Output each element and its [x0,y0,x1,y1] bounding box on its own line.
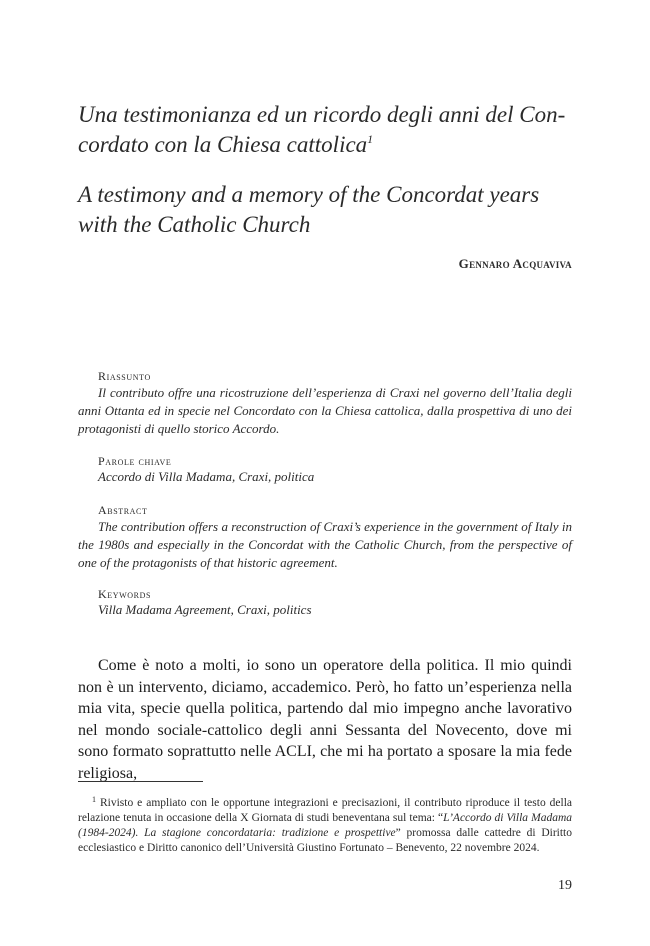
footnote-italic-title: L’Accordo di Villa Madama (1984-2024). La stagione concordataria: tradizione e prospettive [78,812,573,839]
italian-title [78,100,578,160]
parole-chiave-text: Accordo di Villa Madama, Craxi, politica [98,469,315,484]
riassunto-label: Riassunto [98,369,151,383]
english-title-line-1: A testimony and a memory of the Concordat years [78,182,540,207]
body-paragraph-text: Come è noto a molti, io sono un operatore della politica. Il mio quindi non è un intervento, diciamo, accademico. Però, ho fatto un’esperienza nella mia vita, specie quella politica, partendo dal mio impegno anche lavorativo nel mondo sociale-cattolico degli anni Sessanta del Novecento, dove mi sono formato soprattutto nelle ACLI, che mi ha portato a sposare la mia fede religiosa, [78,657,572,782]
footnote-divider [78,781,203,782]
author-name: Gennaro Acquaviva [458,256,572,271]
footnote-text-2: ” promossa dalle cattedre di Diritto ecclesiastico e Diritto canonico dell’Università Giustino Fortunato – Benevento, 22 novembre 2024. [78,827,573,854]
abstract-text [78,518,572,572]
italian-title-line-1: Una testimonianza ed un ricordo degli anni del Con- [78,102,566,127]
footnote-reference: 1 [367,132,374,146]
abstract-body: The contribution offers a reconstruction of Craxi’s experience in the government of Italy in the 1980s and especially in the Concordat with the Catholic Church, from the perspective of one of the protagonists of that historic agreement. [78,519,572,570]
english-title-line-2: with the Catholic Church [78,212,311,237]
footnote-text-1: Rivisto e ampliato con le opportune integrazioni e precisazioni, il contributo riproduce il testo della relazione tenuta in occasione della X Giornata di studi beneventana sul tema: “ [78,797,572,824]
english-title [78,180,578,240]
riassunto-body: Il contributo offre una ricostruzione dell’esperienza di Craxi nel governo dell’Italia degli anni Ottanta ed in specie nel Concordato con la Chiesa cattolica, dalla prospettiva di uno dei protagonisti di quello storico Accordo. [78,385,572,436]
footnote: 1 Rivisto e ampliato con le opportune integrazioni e precisazioni, il contributo riproduce il testo della relazione tenuta in occasione della X Giornata di studi beneventana sul tema: “L’Accordo di Villa Madama (1984-2024). La stagione concordataria: tradizione e prospettive” promossa dalle cattedre di Diritto ecclesiastico e Diritto canonico dell’Università Giustino Fortunato – Benevento, 22 novembre 2024. [78,795,573,854]
body-paragraph [78,655,572,784]
abstract-label: Abstract [98,503,148,517]
parole-chiave-label: Parole chiave [98,454,172,468]
page-number: 19 [558,878,572,893]
keywords-label: Keywords [98,587,152,601]
keywords-text: Villa Madama Agreement, Craxi, politics [98,602,312,617]
italian-title-line-2: cordato con la Chiesa cattolica [78,132,368,157]
riassunto-text [78,384,572,438]
